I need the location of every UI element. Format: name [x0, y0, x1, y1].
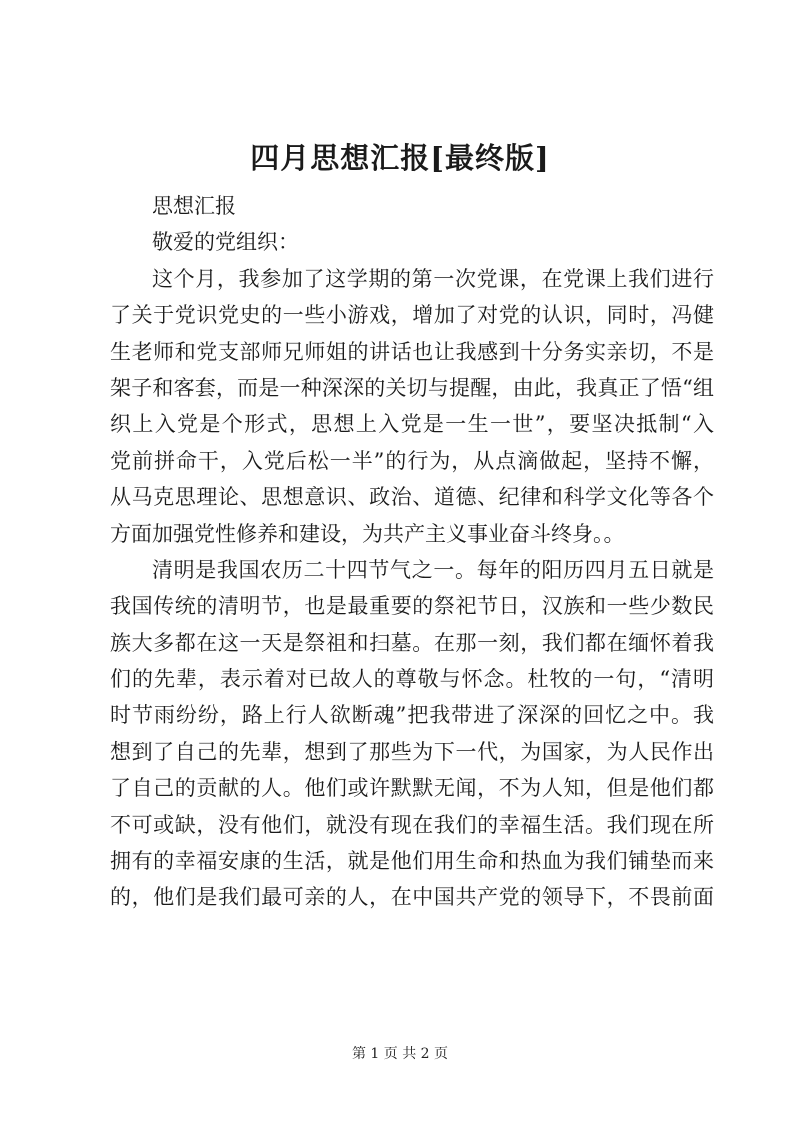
paragraph-line: 从马克思理论、思想意识、政治、道德、纪律和科学文化等各个	[110, 485, 714, 510]
paragraph-line: 织上入党是个形式，思想上入党是一生一世”，要坚决抵制“入	[110, 412, 714, 437]
paragraph-line: 的，他们是我们最可亲的人，在中国共产党的领导下，不畏前面	[110, 885, 714, 910]
paragraph-line: 想到了自己的先辈，想到了那些为下一代，为国家，为人民作出	[110, 739, 714, 764]
salutation: 敬爱的党组织：	[152, 230, 299, 255]
paragraph-line: 党前拼命干，入党后松一半”的行为，从点滴做起，坚持不懈，	[110, 448, 714, 473]
document-title: 四月思想汇报[最终版]	[250, 141, 550, 175]
paragraph-line: 族大多都在这一天是祭祖和扫墓。在那一刻，我们都在缅怀着我	[110, 630, 714, 655]
paragraph-line: 生老师和党支部师兄师姐的讲话也让我感到十分务实亲切，不是	[110, 339, 714, 364]
paragraph-line: 我国传统的清明节，也是最重要的祭祀节日，汉族和一些少数民	[110, 594, 714, 619]
paragraph-line: 清明是我国农历二十四节气之一。每年的阳历四月五日就是	[152, 557, 714, 582]
paragraph-line: 架子和客套，而是一种深深的关切与提醒，由此，我真正了悟“组	[110, 375, 714, 400]
paragraph-1	[110, 261, 714, 552]
paragraph-2	[110, 552, 714, 916]
paragraph-line: 时节雨纷纷，路上行人欲断魂”把我带进了深深的回忆之中。我	[110, 703, 714, 728]
paragraph-line: 了关于党识党史的一些小游戏，增加了对党的认识，同时，冯健	[110, 303, 714, 328]
paragraph-line: 们的先辈，表示着对已故人的尊敬与怀念。杜牧的一句，“清明	[110, 667, 714, 692]
paragraph-line: 方面加强党性修养和建设，为共产主义事业奋斗终身。。	[110, 521, 625, 546]
paragraph-line: 这个月，我参加了这学期的第一次党课，在党课上我们进行	[152, 266, 714, 291]
document-body	[110, 188, 714, 916]
paragraph-line: 不可或缺，没有他们，就没有现在我们的幸福生活。我们现在所	[110, 812, 714, 837]
heading-line: 思想汇报	[152, 194, 236, 218]
page-footer: 第 1 页 共 2 页	[351, 1046, 449, 1062]
paragraph-line: 拥有的幸福安康的生活，就是他们用生命和热血为我们铺垫而来	[110, 849, 714, 874]
paragraph-line: 了自己的贡献的人。他们或许默默无闻，不为人知，但是他们都	[110, 776, 714, 801]
